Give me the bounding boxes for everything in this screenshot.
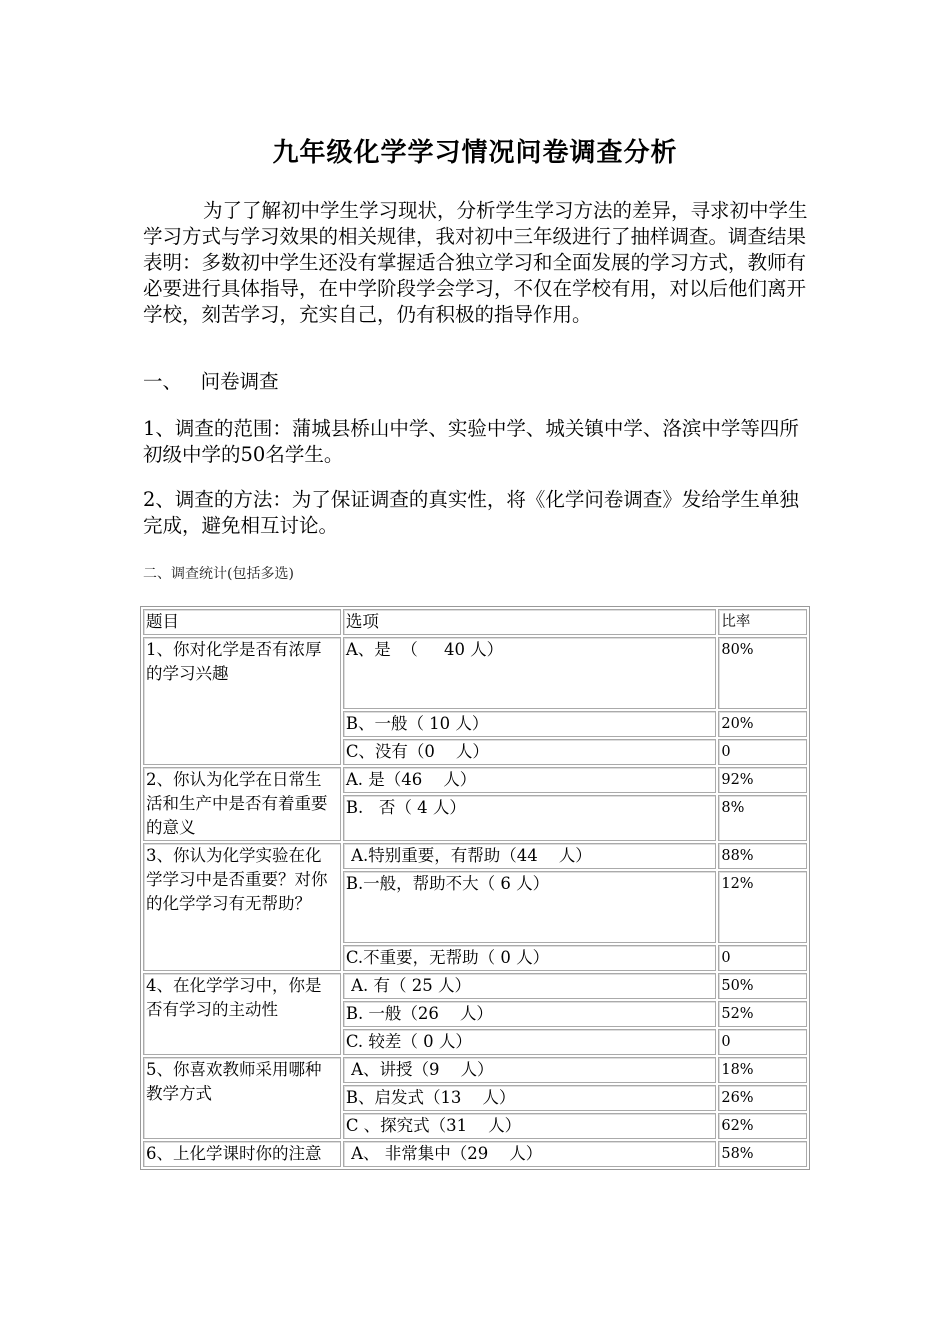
option-cell: B. 否（ 4 人） bbox=[343, 795, 717, 841]
header-rate: 比率 bbox=[718, 609, 807, 635]
rate-cell: 80% bbox=[718, 637, 807, 709]
rate-cell: 0 bbox=[718, 739, 807, 765]
section-2-heading: 二、调查统计(包括多选) bbox=[143, 566, 294, 582]
header-question: 题目 bbox=[143, 609, 341, 635]
question-cell: 6、上化学课时你的注意 bbox=[143, 1141, 341, 1167]
rate-cell: 50% bbox=[718, 973, 807, 999]
option-cell: A. 有（ 25 人） bbox=[343, 973, 717, 999]
rate-cell: 0 bbox=[718, 945, 807, 971]
intro-paragraph: 为了了解初中学生学习现状，分析学生学习方法的差异，寻求初中学生学习方式与学习效果的相关规律，我对初中三年级进行了抽样调查。调查结果表明：多数初中学生还没有掌握适合独立学习和全面发展的学习方式，教师有必要进行具体指导，在中学阶段学会学习，不仅在学校有用，对以后他们离开学校，刻苦学习，充实自己，仍有积极的指导作用。 bbox=[143, 199, 808, 326]
rate-cell: 62% bbox=[718, 1113, 807, 1139]
table-row bbox=[143, 1057, 807, 1083]
table-row bbox=[143, 843, 807, 869]
question-cell: 3、你认为化学实验在化学学习中是否重要？对你的化学学习有无帮助？ bbox=[143, 843, 341, 971]
rate-cell: 8% bbox=[718, 795, 807, 841]
rate-cell: 58% bbox=[718, 1141, 807, 1167]
option-cell: C、没有（0 人） bbox=[343, 739, 717, 765]
option-cell: A.特别重要，有帮助（44 人） bbox=[343, 843, 717, 869]
option-cell: A、讲授（9 人） bbox=[343, 1057, 717, 1083]
question-cell: 4、在化学学习中，你是否有学习的主动性 bbox=[143, 973, 341, 1055]
rate-cell: 92% bbox=[718, 767, 807, 793]
option-cell: A、是 （ 40 人） bbox=[343, 637, 717, 709]
rate-cell: 20% bbox=[718, 711, 807, 737]
header-option: 选项 bbox=[343, 609, 717, 635]
option-cell: B、一般（ 10 人） bbox=[343, 711, 717, 737]
option-cell: A. 是（46 人） bbox=[343, 767, 717, 793]
option-cell: B. 一般（26 人） bbox=[343, 1001, 717, 1027]
table-row bbox=[143, 973, 807, 999]
rate-cell: 88% bbox=[718, 843, 807, 869]
rate-cell: 52% bbox=[718, 1001, 807, 1027]
option-cell: C.不重要，无帮助（ 0 人） bbox=[343, 945, 717, 971]
survey-method-paragraph: 2、调查的方法：为了保证调查的真实性，将《化学问卷调查》发给学生单独完成，避免相互讨论。 bbox=[143, 488, 799, 537]
option-cell: B、启发式（13 人） bbox=[343, 1085, 717, 1111]
section-1-heading: 一、 问卷调查 bbox=[143, 370, 279, 393]
document-title: 九年级化学学习情况问卷调查分析 bbox=[272, 138, 678, 168]
question-cell: 1、你对化学是否有浓厚的学习兴趣 bbox=[143, 637, 341, 765]
table-row bbox=[143, 1141, 807, 1167]
question-cell: 2、你认为化学在日常生活和生产中是否有着重要的意义 bbox=[143, 767, 341, 841]
rate-cell: 18% bbox=[718, 1057, 807, 1083]
option-cell: C. 较差（ 0 人） bbox=[343, 1029, 717, 1055]
rate-cell: 0 bbox=[718, 1029, 807, 1055]
table-row bbox=[143, 637, 807, 709]
survey-scope-paragraph: 1、调查的范围：蒲城县桥山中学、实验中学、城关镇中学、洛滨中学等四所初级中学的50名学生。 bbox=[143, 417, 799, 466]
rate-cell: 26% bbox=[718, 1085, 807, 1111]
question-cell: 5、你喜欢教师采用哪种教学方式 bbox=[143, 1057, 341, 1139]
table-header-row bbox=[143, 609, 807, 635]
survey-statistics-table bbox=[140, 606, 810, 1170]
table-row bbox=[143, 767, 807, 793]
option-cell: B.一般，帮助不大（ 6 人） bbox=[343, 871, 717, 943]
option-cell: C 、探究式（31 人） bbox=[343, 1113, 717, 1139]
option-cell: A、 非常集中（29 人） bbox=[343, 1141, 717, 1167]
rate-cell: 12% bbox=[718, 871, 807, 943]
